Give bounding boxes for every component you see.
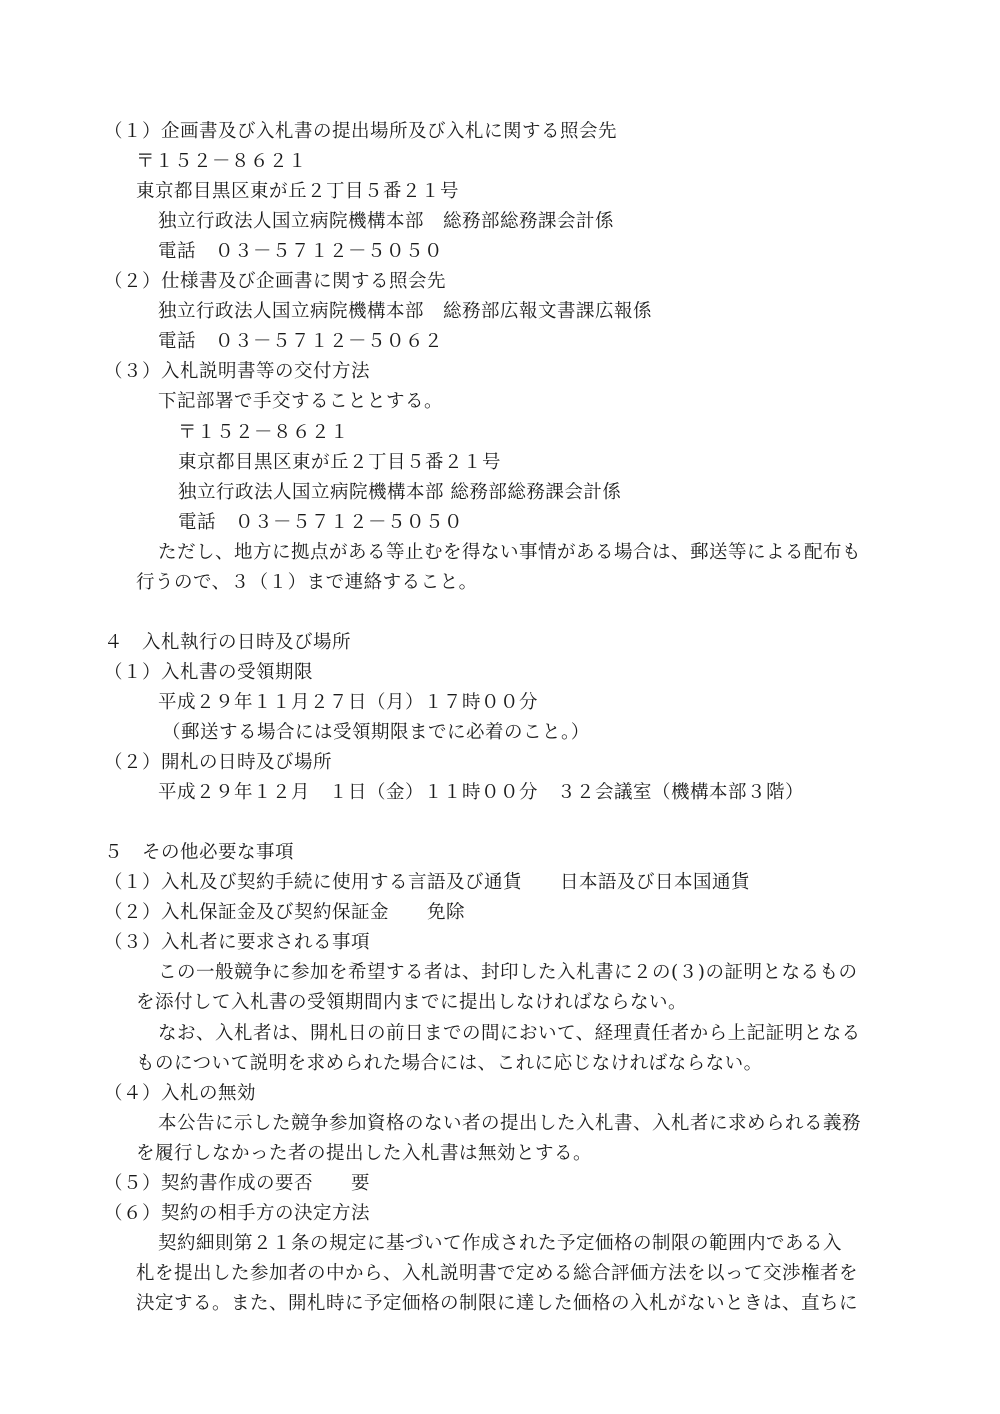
text-line: この一般競争に参加を希望する者は、封印した入札書に２の(３)の証明となるもの: [158, 962, 858, 984]
text-line: 東京都目黒区東が丘２丁目５番２１号: [136, 181, 460, 203]
text-line: ものについて説明を求められた場合には、これに応じなければならない。: [136, 1052, 763, 1074]
text-line: 本公告に示した競争参加資格のない者の提出した入札書、入札者に求められる義務: [158, 1112, 862, 1134]
text-line: 決定する。また、開札時に予定価格の制限に達した価格の入札がないときは、直ちに: [136, 1292, 859, 1314]
text-line: （１）企画書及び入札書の提出場所及び入札に関する照会先: [104, 121, 618, 142]
text-line: なお、入札者は、開札日の前日までの間において、経理責任者から上記証明となる: [158, 1022, 861, 1044]
text-line: 独立行政法人国立病院機構本部 総務部総務課会計係: [158, 211, 615, 233]
text-line: （２）仕様書及び企画書に関する照会先: [104, 271, 447, 293]
text-line: 〒１５２－８６２１: [178, 421, 350, 443]
text-line: 契約細則第２１条の規定に基づいて作成された予定価格の制限の範囲内である入: [158, 1232, 843, 1254]
text-line: （１）入札及び契約手続に使用する言語及び通貨 日本語及び日本国通貨: [104, 872, 751, 894]
text-line: 電話 ０３－５７１２－５０６２: [158, 331, 444, 353]
text-line: 行うので、３（１）まで連絡すること。: [136, 571, 478, 593]
text-line: ５ その他必要な事項: [104, 842, 295, 864]
text-line: （５）契約書作成の要否 要: [104, 1172, 371, 1194]
text-line: （６）契約の相手方の決定方法: [104, 1202, 371, 1224]
text-line: 下記部署で手交することとする。: [158, 391, 444, 413]
text-line: を添付して入札書の受領期間内までに提出しなければならない。: [136, 992, 688, 1014]
text-line: （３）入札者に要求される事項: [104, 932, 371, 954]
text-line: ただし、地方に拠点がある等止むを得ない事情がある場合は、郵送等による配布も: [158, 541, 862, 563]
text-line: （郵送する場合には受領期限までに必着のこと。）: [162, 722, 590, 743]
text-line: 札を提出した参加者の中から、入札説明書で定める総合評価方法を以って交渉権者を: [136, 1262, 859, 1284]
text-line: （１）入札書の受領期限: [104, 661, 314, 683]
text-line: 電話 ０３－５７１２－５０５０: [158, 241, 444, 263]
text-line: 独立行政法人国立病院機構本部 総務部総務課会計係: [178, 481, 622, 503]
text-line: （４）入札の無効: [104, 1082, 257, 1104]
text-line: ４ 入札執行の日時及び場所: [104, 631, 352, 653]
text-line: （３）入札説明書等の交付方法: [104, 361, 371, 383]
text-line: 独立行政法人国立病院機構本部 総務部広報文書課広報係: [158, 301, 653, 323]
text-line: を履行しなかった者の提出した入札書は無効とする。: [136, 1142, 593, 1164]
text-line: 東京都目黒区東が丘２丁目５番２１号: [178, 451, 502, 473]
text-line: （２）開札の日時及び場所: [104, 752, 333, 774]
text-line: 平成２９年１１月２７日（月）１７時００分: [158, 691, 539, 713]
text-line: （２）入札保証金及び契約保証金 免除: [104, 902, 466, 924]
text-line: 電話 ０３－５７１２－５０５０: [178, 511, 464, 533]
text-line: 〒１５２－８６２１: [136, 151, 308, 173]
text-line: 平成２９年１２月 １日（金）１１時００分 ３２会議室（機構本部３階）: [158, 782, 805, 804]
